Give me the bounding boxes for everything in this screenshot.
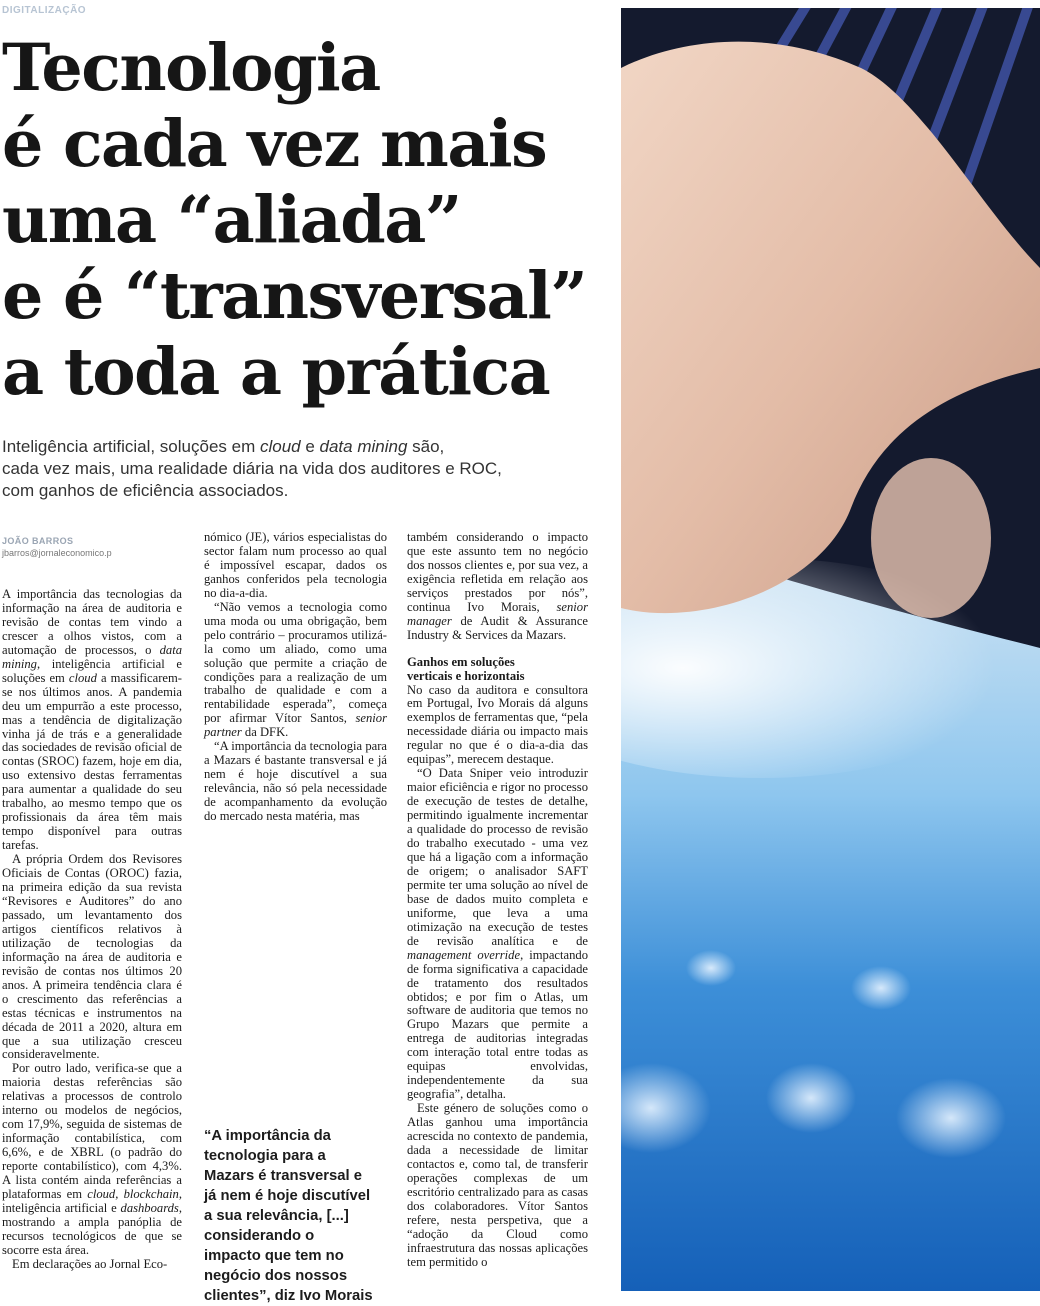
section-label: DIGITALIZAÇÃO [2, 5, 87, 16]
paragraph: No caso da auditora e consultora em Portugal, Ivo Morais dá alguns exemplos de ferramentas que, “pela necessidade diária ou impacto mais regular no que é o dia-a-dia das equipas”, merecem destaque. [407, 682, 588, 767]
subheading: Ganhos em soluções verticais e horizontais [407, 654, 525, 683]
body-column-3 [407, 531, 588, 1270]
pull-quote-line: considerando o [204, 1228, 315, 1244]
headline-line: e é “transversal” [2, 258, 587, 334]
pull-quote-line: tecnologia para a [204, 1148, 326, 1164]
pull-quote-line: “A importância da [204, 1128, 331, 1144]
pull-quote-line: negócio dos nossos [204, 1268, 348, 1284]
pull-quote [204, 1126, 384, 1306]
headline-line: Tecnologia [2, 30, 380, 106]
author-email: jbarros@jornaleconomico.p [2, 548, 112, 558]
headline-line: é cada vez mais [2, 106, 547, 182]
paragraph: A própria Ordem dos Revisores Oficiais de Contas (OROC) fazia, na primeira edição da sua revista “Revisores e Auditores” do ano passado, um levantamento dos artigos científicos relativos à utilização de tecnologias da informação na área de auditoria e revisão de contas nos últimos 20 anos. A primeira tendência clara é o crescimento das referências a estas técnicas e instrumentos na década de 2011 a 2020, altura em que a sua utilização cresceu consideravelmente. [2, 852, 182, 1062]
paragraph: A importância das tecnologias da informação na área de auditoria e revisão de contas tem vindo a crescer a olhos vistos, com a automação de processos, o data mining, inteligência artificial e soluções em cloud a massificarem-se nos últimos anos. A pandemia deu um empurrão a este processo, mas a tendência de digitalização vinha já de trás e a generalidade das sociedades de revisão oficial de contas (SROC) fazem, hoje em dia, uso extensivo destas ferramentas para aumentar a qualidade do seu trabalho, ao mesmo tempo que os profissionais da área têm mais tempo disponível para outras tarefas. [2, 587, 182, 853]
headline-line: a toda a prática [2, 334, 550, 410]
byline [2, 536, 112, 559]
pull-quote-line: clientes”, diz Ivo Morais [204, 1288, 373, 1304]
paragraph: Por outro lado, verifica-se que a maioria destas referências são relativas a processos de controlo interno ou modelos de negócios, com 17,9%, seguida de sistemas de informação contabilística, com 6,6%, e de XBRL (o padrão do reporte contabilístico), com 4,3%. A lista contém ainda referências a plataformas em cloud, blockchain, inteligência artificial e dashboards, mostrando a ampla panóplia de recursos tecnológicos de que se socorre esta área. [2, 1061, 182, 1257]
body-column-1 [2, 588, 182, 1272]
headline [2, 30, 612, 410]
body-column-2 [204, 531, 387, 824]
lead-line: cada vez mais, uma realidade diária na vida dos auditores e ROC, [2, 459, 502, 478]
lead-paragraph [2, 436, 602, 502]
paragraph: também considerando o impacto que este assunto tem no negócio dos nossos clientes e, por sua vez, a exigência refletida em relação aos serviços prestados por nós”, continua Ivo Morais, senior manager de Audit & Assurance Industry & Services da Mazars. [407, 530, 588, 642]
article-photo [621, 8, 1040, 1291]
pull-quote-line: impacto que tem no [204, 1248, 344, 1264]
paragraph: “Não vemos a tecnologia como uma moda ou uma obrigação, bem pelo contrário – procuramos utilizá-la como um aliado, como uma solução que permite a criação de condições para a realização de um trabalho de qualidade e com a rentabilidade esperada”, começa por afirmar Vítor Santos, senior partner da DFK. [204, 599, 387, 740]
pull-quote-line: a sua relevância, [...] [204, 1208, 349, 1224]
paragraph: Em declarações ao Jornal Eco- [12, 1256, 168, 1271]
lead-line: com ganhos de eficiência associados. [2, 481, 289, 500]
author-name: JOÃO BARROS [2, 536, 74, 546]
headline-line: uma “aliada” [2, 182, 461, 258]
pull-quote-line: já nem é hoje discutível [204, 1188, 371, 1204]
pull-quote-line: Mazars é transversal e [204, 1168, 362, 1184]
paragraph: “A importância da tecnologia para a Mazars é bastante transversal e já nem é hoje discutível a sua relevância, não só pela necessidade de acompanhamento da evolução do mercado nesta matéria, mas [204, 739, 387, 824]
paragraph: nómico (JE), vários especialistas do sector falam num processo ao qual é impossível escapar, dados os ganhos conferidos pela tecnologia no dia-a-dia. [204, 530, 387, 600]
paragraph: “O Data Sniper veio introduzir maior eficiência e rigor no processo de execução de testes de detalhe, permitindo igualmente incrementar a qualidade do processo de revisão do trabalho executado - uma vez que há a ligação com a informação de origem; o analisador SAFT permite ter uma solução ao nível de base de dados muito completa e uniforme, que leva a uma otimização na execução de testes de revisão analítica e de management override, impactando de forma significativa a capacidade de tratamento dos resultados obtidos; e por fim o Atlas, um software de auditoria que temos no Grupo Mazars que permite a entrega de auditorias integradas com interação total entre todas as equipas envolvidas, independentemente da sua geografia”, detalha. [407, 766, 588, 1102]
paragraph: Este género de soluções como o Atlas ganhou uma importância acrescida no contexto de pandemia, dada a necessidade de limitar contactos e, como tal, de transferir operações complexas de um escritório centralizado para as casas dos colaboradores. Vítor Santos refere, nesta perspetiva, que a “adoção da Cloud como infraestrutura das nossas aplicações tem permitido o [407, 1101, 588, 1269]
lead-line: Inteligência artificial, soluções em cloud e data mining são, [2, 437, 445, 456]
